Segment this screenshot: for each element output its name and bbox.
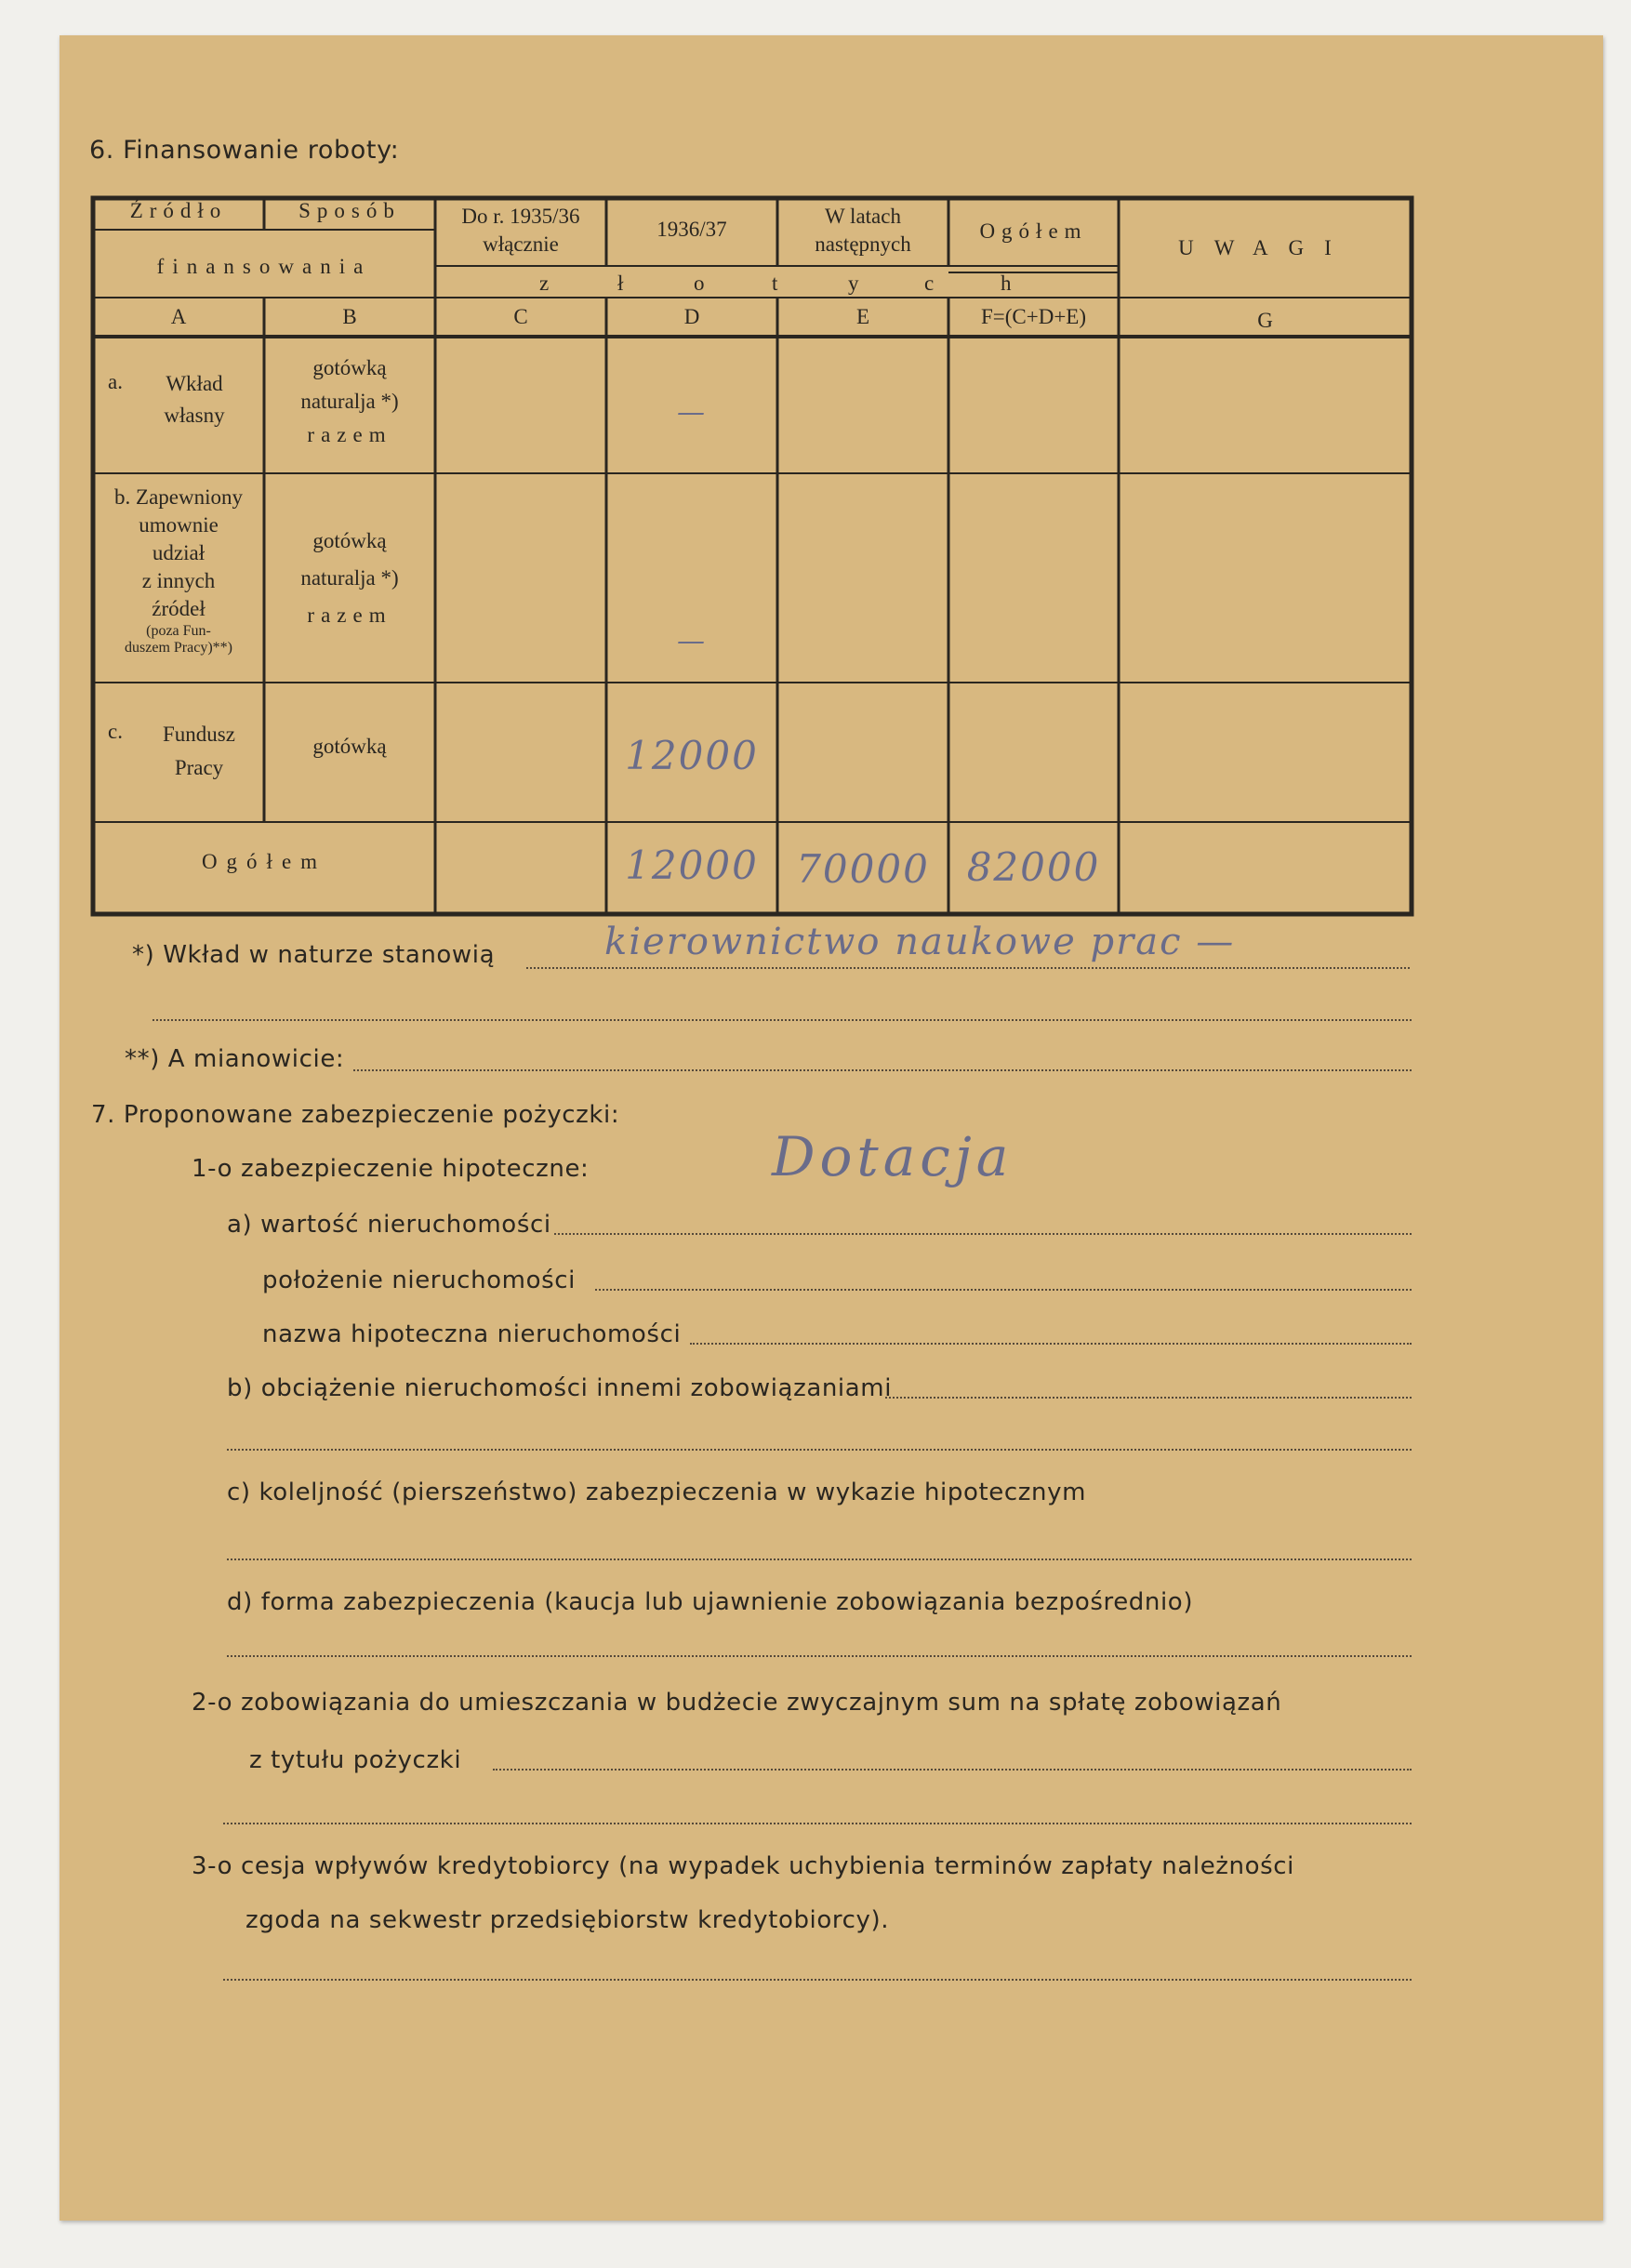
note-star-line <box>526 967 1410 969</box>
row-a-methods <box>264 351 435 452</box>
header-e-line2: następnych <box>815 232 911 256</box>
col-letter-d: D <box>683 305 700 328</box>
header-finansowania: finansowania <box>156 255 372 278</box>
note-star-line2 <box>152 1019 1412 1021</box>
note-double-star-label: **) A mianowicie: <box>125 1045 345 1073</box>
zlotych-c: c <box>924 272 935 295</box>
section-7-a-line <box>554 1233 1412 1235</box>
section-7-b: b) obciążenie nieruchomości innemi zobowiązaniami <box>227 1374 893 1402</box>
row-c-letter: c. <box>108 720 123 743</box>
zlotych-o: o <box>694 272 705 295</box>
row-b-label-line3: udział <box>152 541 206 564</box>
section-7-p2-line2 <box>223 1823 1412 1824</box>
row-c-method-gotowka: gotówką <box>312 735 387 758</box>
section-7-p2b: z tytułu pożyczki <box>249 1746 462 1774</box>
row-c-label-line1: Fundusz <box>163 723 235 746</box>
row-b-label-small1: (poza Fun- <box>146 623 211 639</box>
total-e-value: 70000 <box>796 846 930 892</box>
header-f: Ogółem <box>979 219 1088 243</box>
note-double-star-line <box>353 1069 1412 1071</box>
col-letter-f: F=(C+D+E) <box>980 305 1087 328</box>
section-7-p3: 3-o cesja wpływów kredytobiorcy (na wypadek uchybienia terminów zapłaty należności <box>192 1852 1295 1880</box>
row-b-method-razem: razem <box>307 603 392 627</box>
header-c-line1: Do r. 1935/36 <box>461 205 580 228</box>
section-7-handwritten: Dotacja <box>772 1125 1014 1188</box>
section-7-p1: 1-o zabezpieczenie hipoteczne: <box>192 1155 590 1183</box>
section-7-d: d) forma zabezpieczenia (kaucja lub ujawnienie zobowiązania bezpośrednio) <box>227 1588 1194 1616</box>
row-a-d-value: — <box>677 396 707 429</box>
section-7-title: 7. Proponowane zabezpieczenie pożyczki: <box>91 1101 620 1129</box>
row-b-method-naturalja: naturalja *) <box>300 566 399 590</box>
row-c-d-value: 12000 <box>625 733 759 778</box>
row-a-letter: a. <box>108 370 123 393</box>
row-a-label <box>139 368 249 431</box>
row-a-method-naturalja: naturalja *) <box>300 390 399 413</box>
zlotych-y: y <box>848 272 859 295</box>
row-b-method-gotowka: gotówką <box>312 529 387 552</box>
total-f-value: 82000 <box>966 844 1101 890</box>
zlotych-z: z <box>539 272 550 295</box>
total-d-value: 12000 <box>625 842 759 888</box>
col-letter-c: C <box>513 305 528 328</box>
zlotych-t: t <box>772 272 778 295</box>
note-star-value: kierownictwo naukowe prac — <box>604 921 1236 963</box>
header-d: 1936/37 <box>656 218 727 241</box>
section-7-a: a) wartość nieruchomości <box>227 1211 551 1239</box>
col-letter-b: B <box>342 305 357 328</box>
header-e-line1: W latach <box>825 205 901 228</box>
header-sposob: Sposób <box>298 199 401 222</box>
section-7-p3b: zgoda na sekwestr przedsiębiorstw kredytobiorcy). <box>245 1906 890 1934</box>
section-7-a2: położenie nieruchomości <box>262 1267 576 1294</box>
section-7-b-line2 <box>227 1449 1412 1451</box>
header-g: UWAGI <box>1178 236 1352 259</box>
row-c-label <box>139 718 259 785</box>
row-b-d-value: — <box>677 625 707 657</box>
section-7-p2b-line <box>493 1769 1412 1771</box>
total-label: Ogółem <box>201 850 327 873</box>
row-b-label <box>97 484 260 657</box>
section-7-a3-line <box>690 1343 1412 1345</box>
zlotych-h: h <box>1001 272 1012 295</box>
row-a-label-line1: Wkład <box>166 372 223 395</box>
section-7-a3: nazwa hipoteczna nieruchomości <box>262 1320 682 1348</box>
header-c <box>435 203 606 259</box>
section-7-c-line <box>227 1558 1412 1560</box>
section-7-b-line <box>885 1397 1412 1399</box>
row-b-label-line4: z innych <box>141 569 216 592</box>
row-c-label-line2: Pracy <box>174 756 224 779</box>
zlotych-l: ł <box>617 272 624 295</box>
section-7-d-line <box>227 1655 1412 1657</box>
row-b-label-line5: źródeł <box>152 597 206 620</box>
section-6-title: 6. Finansowanie roboty: <box>89 136 400 165</box>
section-7-p2: 2-o zobowiązania do umieszczania w budżecie zwyczajnym sum na spłatę zobowiązań <box>192 1689 1282 1717</box>
header-e <box>777 203 948 259</box>
row-a-label-line2: własny <box>164 404 225 427</box>
row-b-methods <box>264 523 435 634</box>
col-letter-a: A <box>170 305 187 328</box>
section-7-p3-line <box>223 1979 1412 1981</box>
row-a-method-razem: razem <box>307 423 392 446</box>
section-7-c: c) koleljność (pierszeństwo) zabezpieczenia w wykazie hipotecznym <box>227 1479 1087 1506</box>
header-zrodlo: Źródło <box>129 199 228 222</box>
header-c-line2: włącznie <box>483 232 559 256</box>
row-a-method-gotowka: gotówką <box>312 356 387 379</box>
row-b-label-line1: b. Zapewniony <box>114 485 243 509</box>
row-b-label-line2: umownie <box>139 513 219 537</box>
col-letter-e: E <box>855 305 870 328</box>
col-letter-g: G <box>1257 309 1273 332</box>
note-star-label: *) Wkład w naturze stanowią <box>132 941 496 969</box>
section-7-a2-line <box>595 1289 1412 1291</box>
row-b-label-small2: duszem Pracy)**) <box>125 640 232 656</box>
